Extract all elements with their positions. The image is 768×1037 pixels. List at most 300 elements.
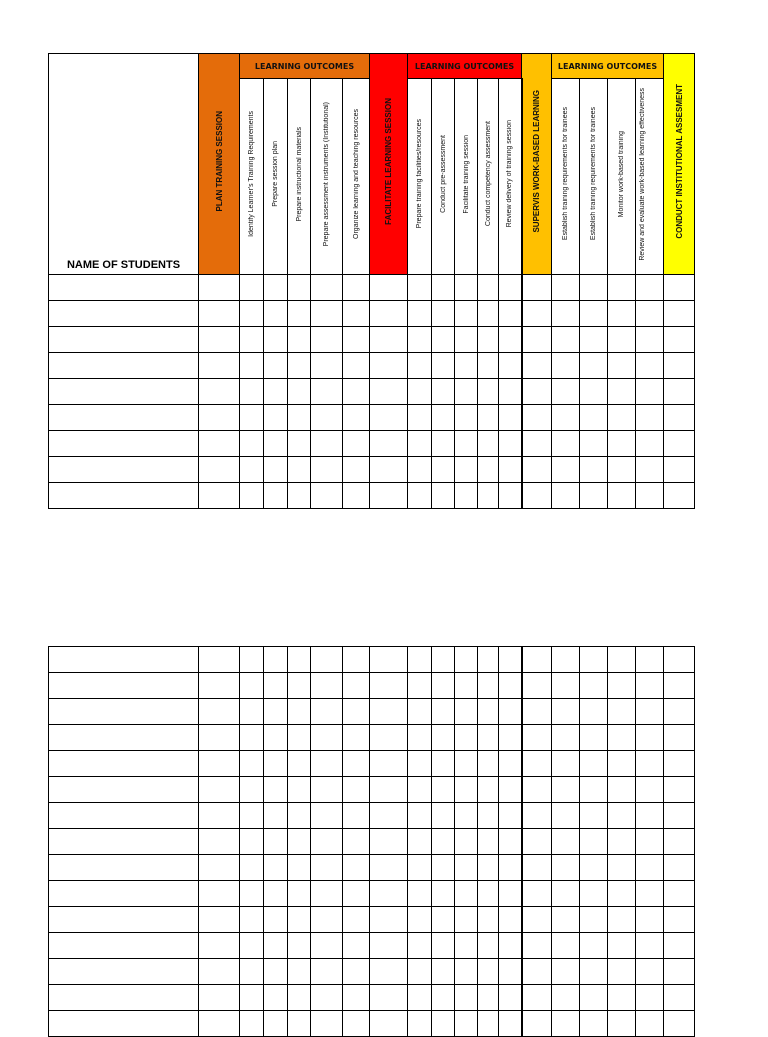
grade-cell[interactable] [311, 777, 343, 803]
grade-cell[interactable] [636, 985, 664, 1011]
grade-cell[interactable] [370, 457, 408, 483]
grade-cell[interactable] [288, 353, 311, 379]
grade-cell[interactable] [552, 881, 580, 907]
grade-cell[interactable] [608, 725, 636, 751]
grade-cell[interactable] [370, 301, 408, 327]
grade-cell[interactable] [199, 907, 240, 933]
grade-cell[interactable] [608, 855, 636, 881]
grade-cell[interactable] [478, 431, 499, 457]
grade-cell[interactable] [311, 647, 343, 673]
grade-cell[interactable] [370, 647, 408, 673]
grade-cell[interactable] [522, 647, 552, 673]
grade-cell[interactable] [608, 379, 636, 405]
grade-cell[interactable] [522, 483, 552, 509]
grade-cell[interactable] [288, 933, 311, 959]
grade-cell[interactable] [580, 881, 608, 907]
grade-cell[interactable] [636, 855, 664, 881]
student-name-cell[interactable] [49, 725, 199, 751]
grade-cell[interactable] [370, 907, 408, 933]
grade-cell[interactable] [370, 379, 408, 405]
grade-cell[interactable] [311, 751, 343, 777]
grade-cell[interactable] [264, 405, 288, 431]
grade-cell[interactable] [608, 907, 636, 933]
grade-cell[interactable] [408, 725, 432, 751]
grade-cell[interactable] [664, 483, 695, 509]
grade-cell[interactable] [264, 483, 288, 509]
grade-cell[interactable] [432, 985, 455, 1011]
grade-cell[interactable] [478, 985, 499, 1011]
grade-cell[interactable] [432, 725, 455, 751]
grade-cell[interactable] [522, 379, 552, 405]
grade-cell[interactable] [343, 405, 370, 431]
grade-cell[interactable] [199, 829, 240, 855]
grade-cell[interactable] [288, 301, 311, 327]
grade-cell[interactable] [499, 457, 522, 483]
grade-cell[interactable] [199, 881, 240, 907]
grade-cell[interactable] [432, 431, 455, 457]
grade-cell[interactable] [552, 431, 580, 457]
grade-cell[interactable] [370, 405, 408, 431]
grade-cell[interactable] [240, 933, 264, 959]
grade-cell[interactable] [432, 751, 455, 777]
student-name-cell[interactable] [49, 673, 199, 699]
grade-cell[interactable] [552, 647, 580, 673]
grade-cell[interactable] [311, 699, 343, 725]
grade-cell[interactable] [240, 751, 264, 777]
grade-cell[interactable] [343, 985, 370, 1011]
student-name-cell[interactable] [49, 959, 199, 985]
grade-cell[interactable] [199, 855, 240, 881]
grade-cell[interactable] [240, 483, 264, 509]
grade-cell[interactable] [408, 855, 432, 881]
grade-cell[interactable] [478, 777, 499, 803]
grade-cell[interactable] [264, 725, 288, 751]
grade-cell[interactable] [478, 907, 499, 933]
grade-cell[interactable] [664, 353, 695, 379]
grade-cell[interactable] [343, 275, 370, 301]
grade-cell[interactable] [608, 985, 636, 1011]
grade-cell[interactable] [552, 959, 580, 985]
grade-cell[interactable] [343, 431, 370, 457]
grade-cell[interactable] [499, 699, 522, 725]
grade-cell[interactable] [432, 881, 455, 907]
grade-cell[interactable] [580, 803, 608, 829]
grade-cell[interactable] [370, 777, 408, 803]
grade-cell[interactable] [432, 353, 455, 379]
grade-cell[interactable] [580, 647, 608, 673]
grade-cell[interactable] [199, 327, 240, 353]
grade-cell[interactable] [455, 647, 478, 673]
grade-cell[interactable] [408, 881, 432, 907]
grade-cell[interactable] [455, 457, 478, 483]
student-name-cell[interactable] [49, 751, 199, 777]
grade-cell[interactable] [580, 725, 608, 751]
grade-cell[interactable] [664, 379, 695, 405]
grade-cell[interactable] [636, 431, 664, 457]
grade-cell[interactable] [636, 777, 664, 803]
grade-cell[interactable] [240, 379, 264, 405]
grade-cell[interactable] [522, 855, 552, 881]
grade-cell[interactable] [408, 379, 432, 405]
grade-cell[interactable] [664, 829, 695, 855]
grade-cell[interactable] [522, 353, 552, 379]
grade-cell[interactable] [370, 751, 408, 777]
grade-cell[interactable] [288, 985, 311, 1011]
grade-cell[interactable] [552, 301, 580, 327]
grade-cell[interactable] [264, 431, 288, 457]
grade-cell[interactable] [636, 275, 664, 301]
grade-cell[interactable] [288, 829, 311, 855]
student-name-cell[interactable] [49, 379, 199, 405]
grade-cell[interactable] [408, 301, 432, 327]
grade-cell[interactable] [311, 933, 343, 959]
grade-cell[interactable] [664, 457, 695, 483]
grade-cell[interactable] [608, 881, 636, 907]
grade-cell[interactable] [552, 907, 580, 933]
grade-cell[interactable] [311, 725, 343, 751]
grade-cell[interactable] [478, 301, 499, 327]
grade-cell[interactable] [199, 431, 240, 457]
grade-cell[interactable] [264, 647, 288, 673]
grade-cell[interactable] [264, 457, 288, 483]
grade-cell[interactable] [408, 803, 432, 829]
grade-cell[interactable] [478, 457, 499, 483]
student-name-cell[interactable] [49, 301, 199, 327]
grade-cell[interactable] [199, 673, 240, 699]
grade-cell[interactable] [240, 699, 264, 725]
grade-cell[interactable] [311, 985, 343, 1011]
grade-cell[interactable] [370, 855, 408, 881]
grade-cell[interactable] [240, 725, 264, 751]
grade-cell[interactable] [608, 647, 636, 673]
grade-cell[interactable] [311, 327, 343, 353]
student-name-cell[interactable] [49, 933, 199, 959]
grade-cell[interactable] [199, 379, 240, 405]
grade-cell[interactable] [199, 301, 240, 327]
grade-cell[interactable] [522, 881, 552, 907]
grade-cell[interactable] [370, 725, 408, 751]
grade-cell[interactable] [343, 483, 370, 509]
grade-cell[interactable] [264, 777, 288, 803]
grade-cell[interactable] [199, 803, 240, 829]
grade-cell[interactable] [478, 647, 499, 673]
grade-cell[interactable] [522, 803, 552, 829]
grade-cell[interactable] [408, 777, 432, 803]
grade-cell[interactable] [522, 327, 552, 353]
grade-cell[interactable] [522, 933, 552, 959]
grade-cell[interactable] [240, 327, 264, 353]
grade-cell[interactable] [478, 855, 499, 881]
grade-cell[interactable] [478, 829, 499, 855]
grade-cell[interactable] [455, 959, 478, 985]
grade-cell[interactable] [288, 457, 311, 483]
grade-cell[interactable] [636, 647, 664, 673]
grade-cell[interactable] [264, 353, 288, 379]
grade-cell[interactable] [343, 959, 370, 985]
grade-cell[interactable] [370, 673, 408, 699]
grade-cell[interactable] [264, 855, 288, 881]
grade-cell[interactable] [478, 699, 499, 725]
grade-cell[interactable] [580, 431, 608, 457]
grade-cell[interactable] [552, 985, 580, 1011]
grade-cell[interactable] [264, 379, 288, 405]
grade-cell[interactable] [499, 327, 522, 353]
student-name-cell[interactable] [49, 431, 199, 457]
grade-cell[interactable] [311, 673, 343, 699]
grade-cell[interactable] [478, 405, 499, 431]
grade-cell[interactable] [264, 933, 288, 959]
grade-cell[interactable] [408, 353, 432, 379]
grade-cell[interactable] [408, 699, 432, 725]
grade-cell[interactable] [636, 803, 664, 829]
grade-cell[interactable] [343, 647, 370, 673]
grade-cell[interactable] [432, 483, 455, 509]
grade-cell[interactable] [608, 959, 636, 985]
grade-cell[interactable] [608, 431, 636, 457]
grade-cell[interactable] [408, 829, 432, 855]
grade-cell[interactable] [636, 725, 664, 751]
grade-cell[interactable] [311, 353, 343, 379]
grade-cell[interactable] [636, 881, 664, 907]
grade-cell[interactable] [580, 327, 608, 353]
grade-cell[interactable] [288, 673, 311, 699]
grade-cell[interactable] [455, 855, 478, 881]
grade-cell[interactable] [199, 777, 240, 803]
grade-cell[interactable] [264, 829, 288, 855]
grade-cell[interactable] [288, 379, 311, 405]
grade-cell[interactable] [522, 431, 552, 457]
grade-cell[interactable] [240, 405, 264, 431]
grade-cell[interactable] [432, 647, 455, 673]
grade-cell[interactable] [664, 751, 695, 777]
grade-cell[interactable] [288, 803, 311, 829]
grade-cell[interactable] [499, 907, 522, 933]
grade-cell[interactable] [199, 275, 240, 301]
student-name-cell[interactable] [49, 275, 199, 301]
grade-cell[interactable] [311, 483, 343, 509]
grade-cell[interactable] [478, 725, 499, 751]
grade-cell[interactable] [240, 881, 264, 907]
grade-cell[interactable] [311, 829, 343, 855]
grade-cell[interactable] [552, 405, 580, 431]
grade-cell[interactable] [432, 457, 455, 483]
grade-cell[interactable] [311, 855, 343, 881]
grade-cell[interactable] [522, 457, 552, 483]
grade-cell[interactable] [370, 483, 408, 509]
grade-cell[interactable] [580, 353, 608, 379]
grade-cell[interactable] [499, 829, 522, 855]
grade-cell[interactable] [455, 275, 478, 301]
grade-cell[interactable] [311, 881, 343, 907]
grade-cell[interactable] [636, 405, 664, 431]
student-name-cell[interactable] [49, 829, 199, 855]
grade-cell[interactable] [608, 327, 636, 353]
grade-cell[interactable] [552, 855, 580, 881]
grade-cell[interactable] [636, 959, 664, 985]
grade-cell[interactable] [552, 483, 580, 509]
student-name-cell[interactable] [49, 855, 199, 881]
grade-cell[interactable] [288, 647, 311, 673]
grade-cell[interactable] [311, 301, 343, 327]
grade-cell[interactable] [552, 803, 580, 829]
grade-cell[interactable] [499, 483, 522, 509]
grade-cell[interactable] [478, 959, 499, 985]
grade-cell[interactable] [580, 301, 608, 327]
grade-cell[interactable] [455, 725, 478, 751]
student-name-cell[interactable] [49, 327, 199, 353]
grade-cell[interactable] [370, 699, 408, 725]
student-name-cell[interactable] [49, 777, 199, 803]
grade-cell[interactable] [343, 777, 370, 803]
grade-cell[interactable] [199, 959, 240, 985]
grade-cell[interactable] [199, 699, 240, 725]
grade-cell[interactable] [240, 985, 264, 1011]
student-name-cell[interactable] [49, 907, 199, 933]
grade-cell[interactable] [199, 405, 240, 431]
grade-cell[interactable] [552, 327, 580, 353]
grade-cell[interactable] [264, 301, 288, 327]
grade-cell[interactable] [636, 751, 664, 777]
grade-cell[interactable] [664, 301, 695, 327]
grade-cell[interactable] [455, 327, 478, 353]
grade-cell[interactable] [343, 301, 370, 327]
grade-cell[interactable] [608, 699, 636, 725]
grade-cell[interactable] [608, 457, 636, 483]
grade-cell[interactable] [240, 673, 264, 699]
grade-cell[interactable] [240, 301, 264, 327]
grade-cell[interactable] [580, 855, 608, 881]
grade-cell[interactable] [264, 881, 288, 907]
grade-cell[interactable] [240, 907, 264, 933]
grade-cell[interactable] [636, 379, 664, 405]
grade-cell[interactable] [264, 699, 288, 725]
grade-cell[interactable] [370, 327, 408, 353]
grade-cell[interactable] [408, 959, 432, 985]
student-name-cell[interactable] [49, 405, 199, 431]
grade-cell[interactable] [499, 647, 522, 673]
grade-cell[interactable] [432, 777, 455, 803]
grade-cell[interactable] [636, 907, 664, 933]
student-name-cell[interactable] [49, 457, 199, 483]
grade-cell[interactable] [240, 353, 264, 379]
grade-cell[interactable] [664, 803, 695, 829]
grade-cell[interactable] [608, 301, 636, 327]
grade-cell[interactable] [636, 327, 664, 353]
grade-cell[interactable] [408, 327, 432, 353]
grade-cell[interactable] [288, 327, 311, 353]
grade-cell[interactable] [408, 647, 432, 673]
grade-cell[interactable] [664, 431, 695, 457]
grade-cell[interactable] [499, 353, 522, 379]
grade-cell[interactable] [432, 327, 455, 353]
grade-cell[interactable] [343, 751, 370, 777]
grade-cell[interactable] [343, 829, 370, 855]
grade-cell[interactable] [240, 803, 264, 829]
grade-cell[interactable] [370, 803, 408, 829]
grade-cell[interactable] [499, 725, 522, 751]
grade-cell[interactable] [552, 275, 580, 301]
grade-cell[interactable] [408, 483, 432, 509]
grade-cell[interactable] [408, 431, 432, 457]
grade-cell[interactable] [664, 985, 695, 1011]
grade-cell[interactable] [608, 933, 636, 959]
grade-cell[interactable] [264, 327, 288, 353]
grade-cell[interactable] [288, 959, 311, 985]
grade-cell[interactable] [664, 673, 695, 699]
grade-cell[interactable] [432, 301, 455, 327]
grade-cell[interactable] [580, 457, 608, 483]
grade-cell[interactable] [636, 483, 664, 509]
grade-cell[interactable] [288, 483, 311, 509]
grade-cell[interactable] [580, 673, 608, 699]
grade-cell[interactable] [608, 483, 636, 509]
grade-cell[interactable] [288, 275, 311, 301]
grade-cell[interactable] [288, 405, 311, 431]
grade-cell[interactable] [636, 933, 664, 959]
grade-cell[interactable] [522, 275, 552, 301]
grade-cell[interactable] [636, 673, 664, 699]
grade-cell[interactable] [664, 855, 695, 881]
grade-cell[interactable] [288, 855, 311, 881]
grade-cell[interactable] [408, 457, 432, 483]
grade-cell[interactable] [580, 907, 608, 933]
grade-cell[interactable] [499, 933, 522, 959]
grade-cell[interactable] [455, 985, 478, 1011]
grade-cell[interactable] [288, 725, 311, 751]
grade-cell[interactable] [664, 933, 695, 959]
grade-cell[interactable] [240, 647, 264, 673]
grade-cell[interactable] [522, 777, 552, 803]
grade-cell[interactable] [455, 483, 478, 509]
grade-cell[interactable] [580, 379, 608, 405]
grade-cell[interactable] [552, 457, 580, 483]
grade-cell[interactable] [499, 777, 522, 803]
grade-cell[interactable] [343, 327, 370, 353]
grade-cell[interactable] [343, 881, 370, 907]
grade-cell[interactable] [522, 985, 552, 1011]
grade-cell[interactable] [311, 457, 343, 483]
grade-cell[interactable] [408, 751, 432, 777]
grade-cell[interactable] [343, 907, 370, 933]
grade-cell[interactable] [455, 907, 478, 933]
grade-cell[interactable] [580, 275, 608, 301]
grade-cell[interactable] [552, 751, 580, 777]
grade-cell[interactable] [432, 379, 455, 405]
grade-cell[interactable] [408, 405, 432, 431]
grade-cell[interactable] [664, 275, 695, 301]
grade-cell[interactable] [408, 275, 432, 301]
grade-cell[interactable] [522, 699, 552, 725]
grade-cell[interactable] [343, 933, 370, 959]
grade-cell[interactable] [455, 933, 478, 959]
grade-cell[interactable] [664, 959, 695, 985]
grade-cell[interactable] [664, 699, 695, 725]
grade-cell[interactable] [552, 829, 580, 855]
grade-cell[interactable] [522, 959, 552, 985]
grade-cell[interactable] [636, 829, 664, 855]
grade-cell[interactable] [580, 699, 608, 725]
grade-cell[interactable] [240, 457, 264, 483]
grade-cell[interactable] [608, 405, 636, 431]
grade-cell[interactable] [455, 803, 478, 829]
grade-cell[interactable] [478, 483, 499, 509]
grade-cell[interactable] [199, 483, 240, 509]
grade-cell[interactable] [240, 777, 264, 803]
grade-cell[interactable] [264, 907, 288, 933]
grade-cell[interactable] [455, 301, 478, 327]
student-name-cell[interactable] [49, 985, 199, 1011]
grade-cell[interactable] [608, 275, 636, 301]
